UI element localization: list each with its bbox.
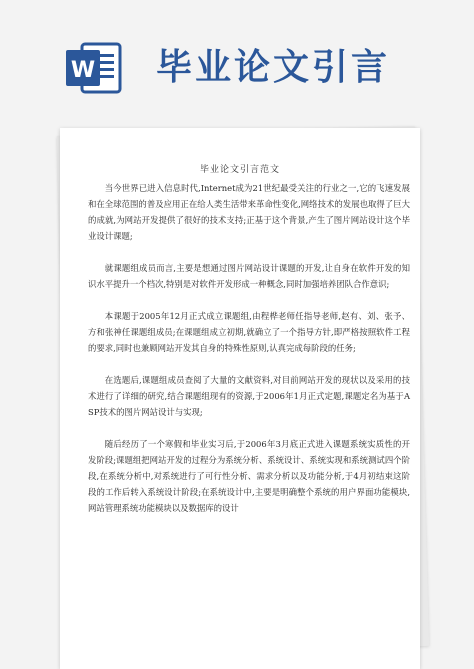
paragraph: 当今世界已进入信息时代,Internet成为21世纪最受关注的行业之一,它的飞速发展和在全球范围的普及应用正在给人类生活带来革命性变化,网络技术的发展也取得了巨大的成就,为网站开发提供了很好的技术支持;正基于这个背景,产生了图片网站设计这个毕业设计课题; xyxy=(88,183,410,241)
paragraph: 本课题于2005年12月正式成立课题组,由程桦老师任指导老师,赵有、刘、张予、方和张神任课题组成员;在课题组成立初期,就确立了一个指导方针,即严格按照软件工程的要求,同时也兼顾网站开发其自身的特殊性原则,认真完成每阶段的任务; xyxy=(88,311,410,353)
document-page xyxy=(60,128,420,669)
word-document-icon xyxy=(64,38,124,98)
page-heading: 毕业论文引言范文 xyxy=(199,165,280,175)
svg-text:W: W xyxy=(70,58,96,83)
document-body xyxy=(88,180,410,532)
paragraph: 随后经历了一个寒假和毕业实习后,于2006年3月底正式进入课题系统实质性的开发阶段;课题组把网站开发的过程分为系统分析、系统设计、系统实现和系统测试四个阶段,在系统分析中,对系统进行了可行性分析、需求分析以及功能分析,于4月初结束这阶段的工作后转入系统设计阶段;在系统设计中,主要是明确整个系统的用户界面功能模块, 网站管理系统功能模块以及数据库的设计 xyxy=(88,439,410,513)
document-title: 毕业论文引言 xyxy=(156,47,391,88)
paragraph: 在选题后,课题组成员查阅了大量的文献资料,对目前网站开发的现状以及采用的技术进行了详细的研究,结合课题组现有的资源,于2006年1月正式定题,课题定名为基于ASP技术的图片网站设计与实现; xyxy=(88,375,410,417)
paragraph: 就课题组成员而言,主要是想通过图片网站设计课题的开发,让自身在软件开发的知识水平提升一个档次,特别是对软件开发形成一种概念,同时加强培养团队合作意识; xyxy=(88,263,410,289)
header-banner xyxy=(0,0,474,118)
